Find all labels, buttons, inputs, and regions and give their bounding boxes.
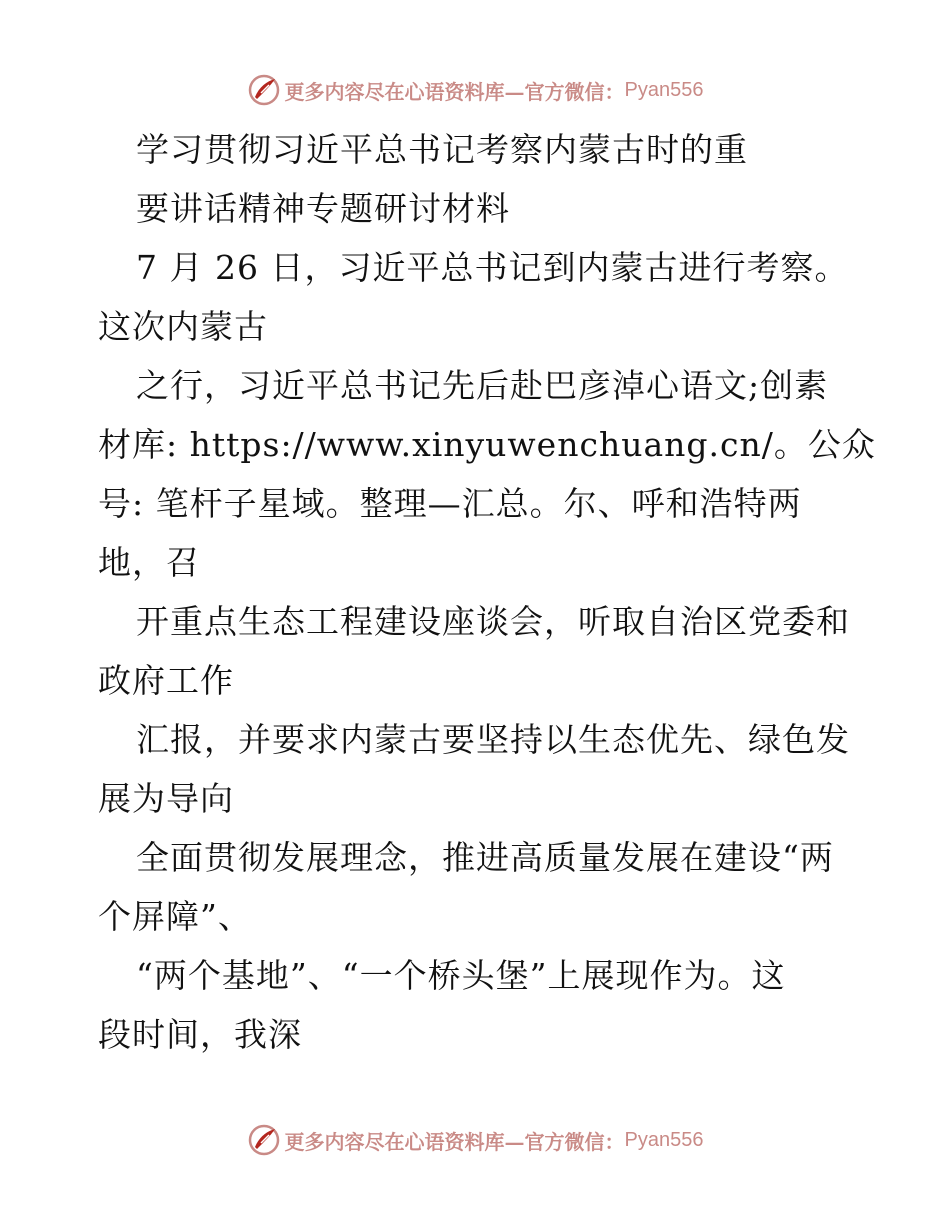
paragraph-line: 之行，习近平总书记先后赴巴彦淖心语文;创素 [136, 366, 829, 405]
paragraph-line: 个屏障”、 [98, 897, 252, 936]
paragraph-line: “两个基地”、“一个桥头堡”上展现作为。这 [136, 956, 786, 995]
paragraph-line: 段时间，我深 [98, 1015, 302, 1054]
brand-logo-icon [247, 73, 281, 107]
paragraph-line: 开重点生态工程建设座谈会，听取自治区党委和 [136, 602, 850, 641]
wechat-handle: Pyan556 [624, 1128, 704, 1151]
paragraph-line: 展为导向 [98, 779, 234, 818]
document-body [98, 120, 876, 1064]
brand-logo-icon [247, 1123, 281, 1157]
footer-banner [0, 1120, 950, 1160]
paragraph-line: 全面贯彻发展理念，推进高质量发展在建设“两 [136, 838, 834, 877]
paragraph-line: 材库: https://www.xinyuwenchuang.cn/。公众 [98, 425, 876, 464]
header-banner [0, 70, 950, 110]
banner-text: 更多内容尽在心语资料库—官方微信： [284, 79, 625, 104]
paragraph-line: 汇报，并要求内蒙古要坚持以生态优先、绿色发 [136, 720, 850, 759]
paragraph-line: 7 月 26 日，习近平总书记到内蒙古进行考察。 [136, 248, 849, 287]
title-line: 要讲话精神专题研讨材料 [136, 189, 510, 228]
title-line: 学习贯彻习近平总书记考察内蒙古时的重 [136, 130, 748, 169]
wechat-handle: Pyan556 [624, 78, 704, 101]
paragraph-line: 号: 笔杆子星域。整理—汇总。尔、呼和浩特两 [98, 484, 802, 523]
paragraph-line: 地，召 [98, 543, 200, 582]
paragraph-line: 政府工作 [98, 661, 234, 700]
paragraph-line: 这次内蒙古 [98, 307, 268, 346]
banner-text: 更多内容尽在心语资料库—官方微信： [284, 1129, 625, 1154]
